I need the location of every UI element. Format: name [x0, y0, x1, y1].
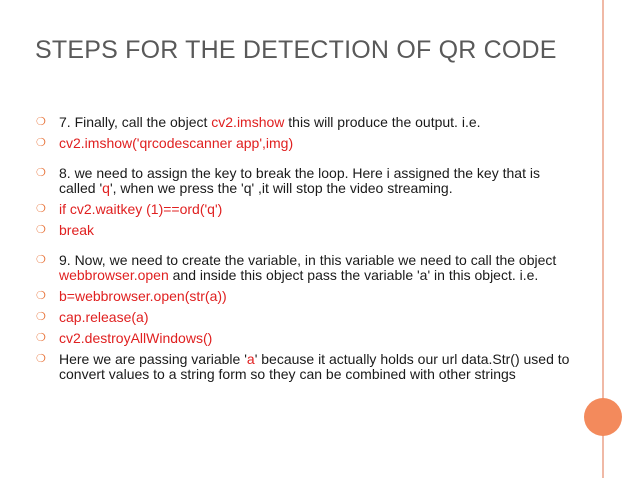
bullet-item: [36, 223, 576, 238]
slide-title: STEPS FOR THE DETECTION OF QR CODE: [35, 36, 557, 64]
bullet-text: 7. Finally, call the object: [59, 114, 212, 130]
bullet-code: cv2.imshow('qrcodescanner app',img): [59, 135, 294, 151]
bullet-code: cap.release(a): [59, 309, 149, 325]
bullet-item: [36, 166, 576, 196]
bullet-code: break: [59, 222, 95, 238]
bullet-text: Here we are passing variable ': [59, 351, 247, 367]
bullet-item: [36, 289, 576, 304]
bullet-text: this will produce the output. i.e.: [284, 114, 481, 130]
bullet-marker-icon: ❍: [36, 311, 46, 323]
bullet-marker-icon: ❍: [36, 167, 46, 179]
bullet-marker-icon: ❍: [36, 203, 46, 215]
bullet-marker-icon: ❍: [36, 353, 46, 365]
bullet-item: [36, 310, 576, 325]
bullet-marker-icon: ❍: [36, 254, 46, 266]
decorative-circle: [584, 398, 622, 436]
bullet-item: [36, 202, 576, 217]
bullet-item: [36, 331, 576, 346]
bullet-code: cv2.imshow: [211, 114, 285, 130]
bullet-code: if cv2.waitkey (1)==ord('q'): [59, 201, 223, 217]
bullet-item: [36, 253, 576, 283]
bullet-marker-icon: ❍: [36, 224, 46, 236]
bullet-item: [36, 352, 576, 382]
bullet-code: cv2.destroyAllWindows(): [59, 330, 213, 346]
bullet-text: 9. Now, we need to create the variable, in this variable we need to call the object: [59, 252, 557, 268]
bullet-code: b=webbrowser.open(str(a)): [59, 288, 227, 304]
bullet-marker-icon: ❍: [36, 137, 46, 149]
bullet-item: [36, 115, 576, 130]
bullet-marker-icon: ❍: [36, 332, 46, 344]
bullet-item: [36, 136, 576, 151]
bullet-text: ' because it actually holds our url data.Str() used to convert values to a string form so they can be combined with other strings: [59, 351, 570, 382]
bullet-text: 8. we need to assign the key to break the loop. Here i assigned the key that is called ': [59, 165, 540, 196]
bullet-code: q: [102, 180, 110, 196]
bullet-list: [36, 115, 576, 382]
bullet-marker-icon: ❍: [36, 116, 46, 128]
bullet-text: and inside this object pass the variable 'a' in this object. i.e.: [168, 267, 539, 283]
bullet-marker-icon: ❍: [36, 290, 46, 302]
bullet-code: a: [246, 351, 255, 367]
bullet-text: ', when we press the 'q' ,it will stop the video streaming.: [109, 180, 453, 196]
bullet-code: webbrowser.open: [59, 267, 169, 283]
